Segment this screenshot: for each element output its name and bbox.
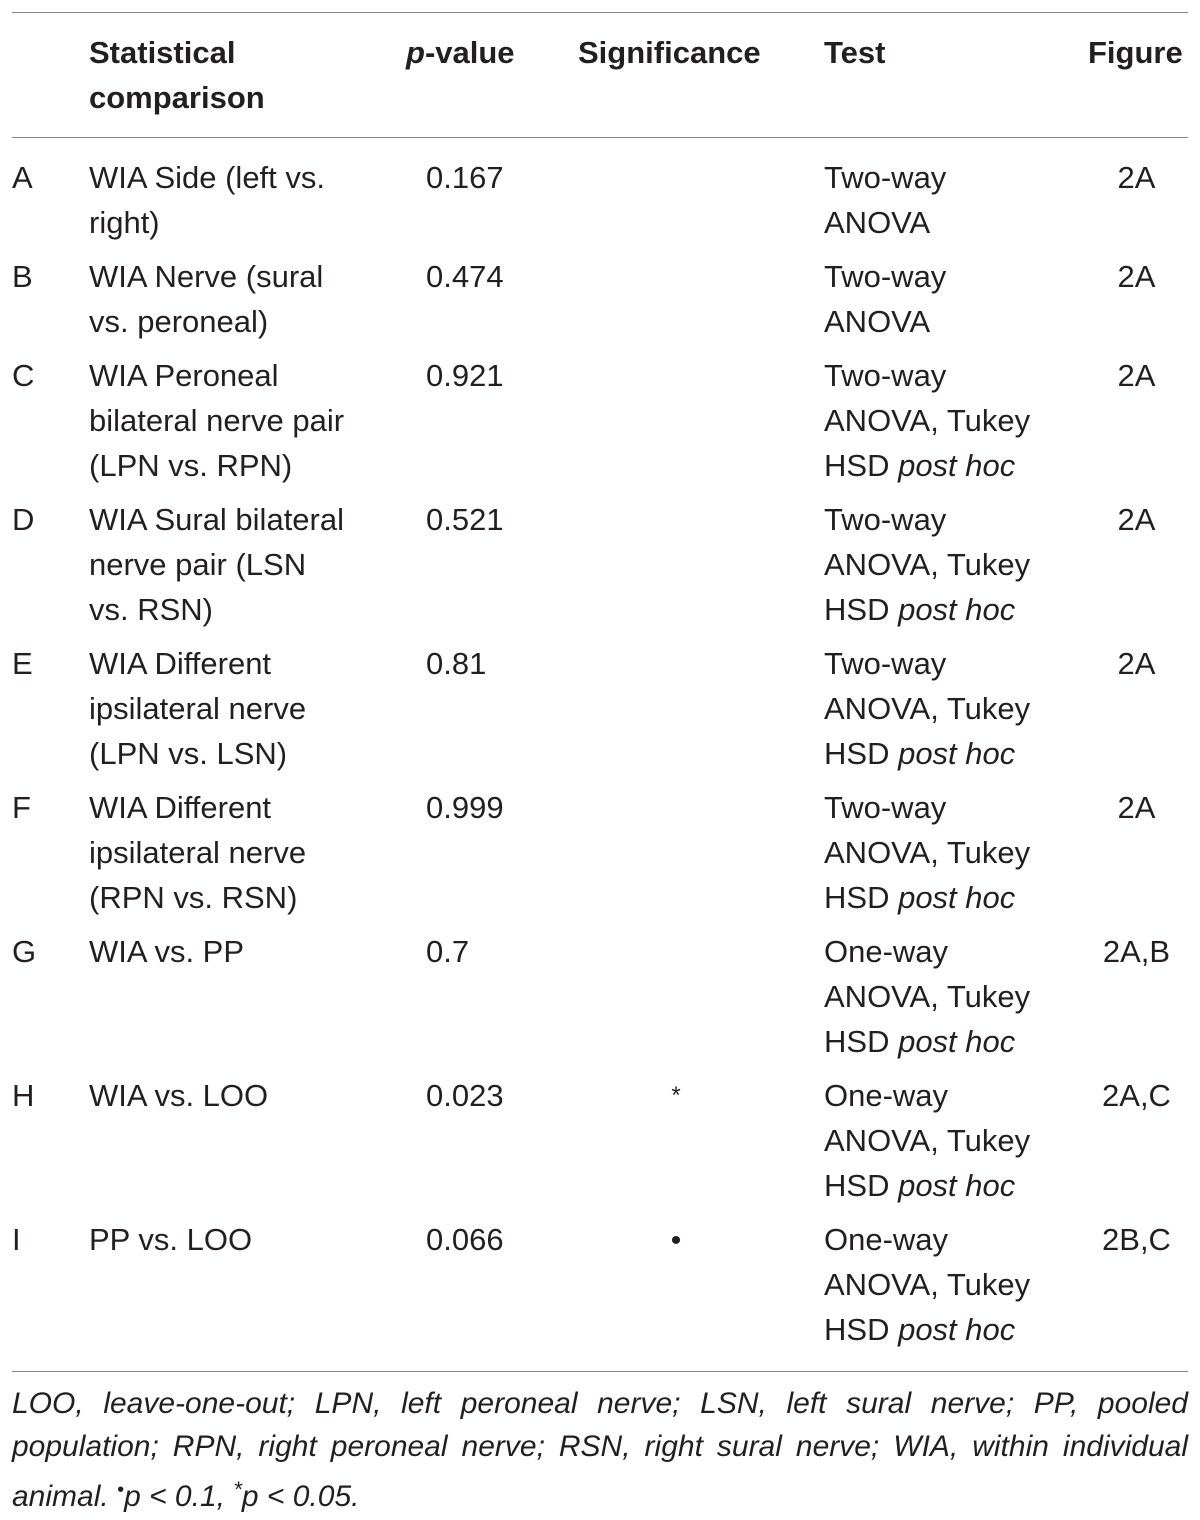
- table-top-rule: [12, 12, 1188, 13]
- test-italic-tail: post hoc: [898, 1168, 1016, 1203]
- comparison-line: ipsilateral nerve: [89, 691, 307, 726]
- comparison-line: (RPN vs. RSN): [89, 880, 298, 915]
- row-label: H: [12, 1078, 35, 1113]
- row-p-value: 0.167: [426, 160, 504, 195]
- comparison-line: WIA Different: [89, 646, 272, 681]
- header-test: Test: [824, 35, 886, 70]
- test-italic-tail: post hoc: [898, 592, 1016, 627]
- row-test: [824, 641, 1030, 776]
- test-line: One-way: [824, 1222, 949, 1257]
- row-test: [824, 353, 1030, 488]
- comparison-line: nerve pair (LSN: [89, 547, 307, 582]
- row-label: I: [12, 1222, 21, 1257]
- comparison-line: (LPN vs. RPN): [89, 448, 293, 483]
- header-p-value: [406, 30, 515, 75]
- row-label: G: [12, 934, 37, 969]
- row-comparison: [89, 254, 323, 344]
- table-bottom-rule: [12, 1371, 1188, 1372]
- row-p-value: 0.023: [426, 1078, 504, 1113]
- header-p-rest: -value: [424, 35, 515, 70]
- comparison-line: WIA Nerve (sural: [89, 259, 324, 294]
- comparison-line: right): [89, 205, 160, 240]
- row-figure: 2A,C: [1102, 1078, 1171, 1113]
- test-line: HSD post hoc: [824, 880, 1016, 915]
- footnote-asterisk: *: [233, 1477, 242, 1502]
- comparison-line: WIA vs. LOO: [89, 1078, 269, 1113]
- row-significance: [578, 1073, 774, 1121]
- test-line: HSD post hoc: [824, 592, 1016, 627]
- test-line: HSD post hoc: [824, 1024, 1016, 1059]
- row-test: [824, 929, 1030, 1064]
- row-label: D: [12, 502, 35, 537]
- test-line: ANOVA, Tukey: [824, 691, 1031, 726]
- row-p-value: 0.474: [426, 259, 504, 294]
- comparison-line: WIA vs. PP: [89, 934, 245, 969]
- comparison-line: vs. RSN): [89, 592, 213, 627]
- row-p-value: 0.521: [426, 502, 504, 537]
- row-comparison: [89, 155, 325, 245]
- comparison-line: WIA Side (left vs.: [89, 160, 326, 195]
- comparison-line: WIA Sural bilateral: [89, 502, 344, 537]
- row-significance: [578, 1217, 774, 1263]
- test-italic-tail: post hoc: [898, 880, 1016, 915]
- header-figure: Figure: [1088, 35, 1183, 70]
- test-italic-tail: post hoc: [898, 736, 1016, 771]
- test-line: ANOVA, Tukey: [824, 547, 1031, 582]
- row-comparison: [89, 353, 344, 488]
- footnote-text: LOO, leave-one-out; LPN, left peroneal nerve; LSN, left sural nerve; PP, pooled population; RPN, right peroneal nerve; RSN, right sural nerve; WIA, within individual animal.: [12, 1387, 1188, 1513]
- row-comparison: [89, 785, 306, 920]
- header-bottom-rule: [12, 137, 1188, 138]
- row-comparison: [89, 929, 244, 974]
- row-figure: 2A: [1117, 646, 1156, 681]
- row-p-value: 0.999: [426, 790, 504, 825]
- test-line: ANOVA: [824, 205, 931, 240]
- row-p-value: 0.921: [426, 358, 504, 393]
- significance-asterisk: *: [671, 1082, 681, 1109]
- footnote-p2: p < 0.05.: [241, 1480, 360, 1513]
- row-p-value: 0.7: [426, 934, 470, 969]
- row-p-value: 0.81: [426, 646, 487, 681]
- comparison-line: PP vs. LOO: [89, 1222, 253, 1257]
- test-line: HSD post hoc: [824, 736, 1016, 771]
- header-comparison-line2: comparison: [89, 80, 265, 115]
- row-label: B: [12, 259, 33, 294]
- table-footnote: [12, 1382, 1188, 1518]
- significance-bullet: •: [670, 1224, 682, 1257]
- row-test: [824, 785, 1030, 920]
- row-figure: 2A: [1117, 259, 1156, 294]
- row-figure: 2A: [1117, 358, 1156, 393]
- test-line: Two-way: [824, 790, 947, 825]
- test-line: Two-way: [824, 358, 947, 393]
- row-figure: 2A: [1117, 502, 1156, 537]
- test-line: Two-way: [824, 646, 947, 681]
- row-test: [824, 1217, 1030, 1352]
- test-line: HSD post hoc: [824, 1168, 1016, 1203]
- comparison-line: ipsilateral nerve: [89, 835, 307, 870]
- row-label: F: [12, 790, 31, 825]
- test-line: One-way: [824, 1078, 949, 1113]
- comparison-line: WIA Peroneal: [89, 358, 279, 393]
- row-test: [824, 497, 1030, 632]
- footnote-p1: p < 0.1,: [124, 1480, 234, 1513]
- row-figure: 2A,B: [1102, 934, 1171, 969]
- row-figure: 2A: [1117, 790, 1156, 825]
- row-comparison: [89, 1217, 252, 1262]
- row-label: A: [12, 160, 33, 195]
- row-comparison: [89, 497, 344, 632]
- test-line: ANOVA, Tukey: [824, 1267, 1031, 1302]
- comparison-line: vs. peroneal): [89, 304, 269, 339]
- test-italic-tail: post hoc: [898, 1024, 1016, 1059]
- test-line: ANOVA, Tukey: [824, 1123, 1031, 1158]
- row-figure: 2B,C: [1102, 1222, 1171, 1257]
- footnote-bullet: •: [117, 1479, 125, 1501]
- test-italic-tail: post hoc: [898, 448, 1016, 483]
- test-line: ANOVA: [824, 304, 931, 339]
- test-line: ANOVA, Tukey: [824, 979, 1031, 1014]
- row-comparison: [89, 1073, 268, 1118]
- row-test: [824, 155, 946, 245]
- test-line: HSD post hoc: [824, 448, 1016, 483]
- test-line: One-way: [824, 934, 949, 969]
- row-p-value: 0.066: [426, 1222, 504, 1257]
- test-line: HSD post hoc: [824, 1312, 1016, 1347]
- test-line: ANOVA, Tukey: [824, 835, 1031, 870]
- comparison-line: bilateral nerve pair: [89, 403, 345, 438]
- header-comparison-line1: Statistical: [89, 35, 236, 70]
- test-line: Two-way: [824, 502, 947, 537]
- comparison-line: WIA Different: [89, 790, 272, 825]
- row-figure: 2A: [1117, 160, 1156, 195]
- row-comparison: [89, 641, 306, 776]
- row-test: [824, 254, 946, 344]
- header-significance: Significance: [578, 35, 761, 70]
- comparison-line: (LPN vs. LSN): [89, 736, 288, 771]
- header-p-italic: p: [406, 35, 425, 70]
- row-test: [824, 1073, 1030, 1208]
- test-line: Two-way: [824, 160, 947, 195]
- test-line: Two-way: [824, 259, 947, 294]
- row-label: E: [12, 646, 33, 681]
- header-comparison: [89, 30, 265, 120]
- test-italic-tail: post hoc: [898, 1312, 1016, 1347]
- test-line: ANOVA, Tukey: [824, 403, 1031, 438]
- row-label: C: [12, 358, 35, 393]
